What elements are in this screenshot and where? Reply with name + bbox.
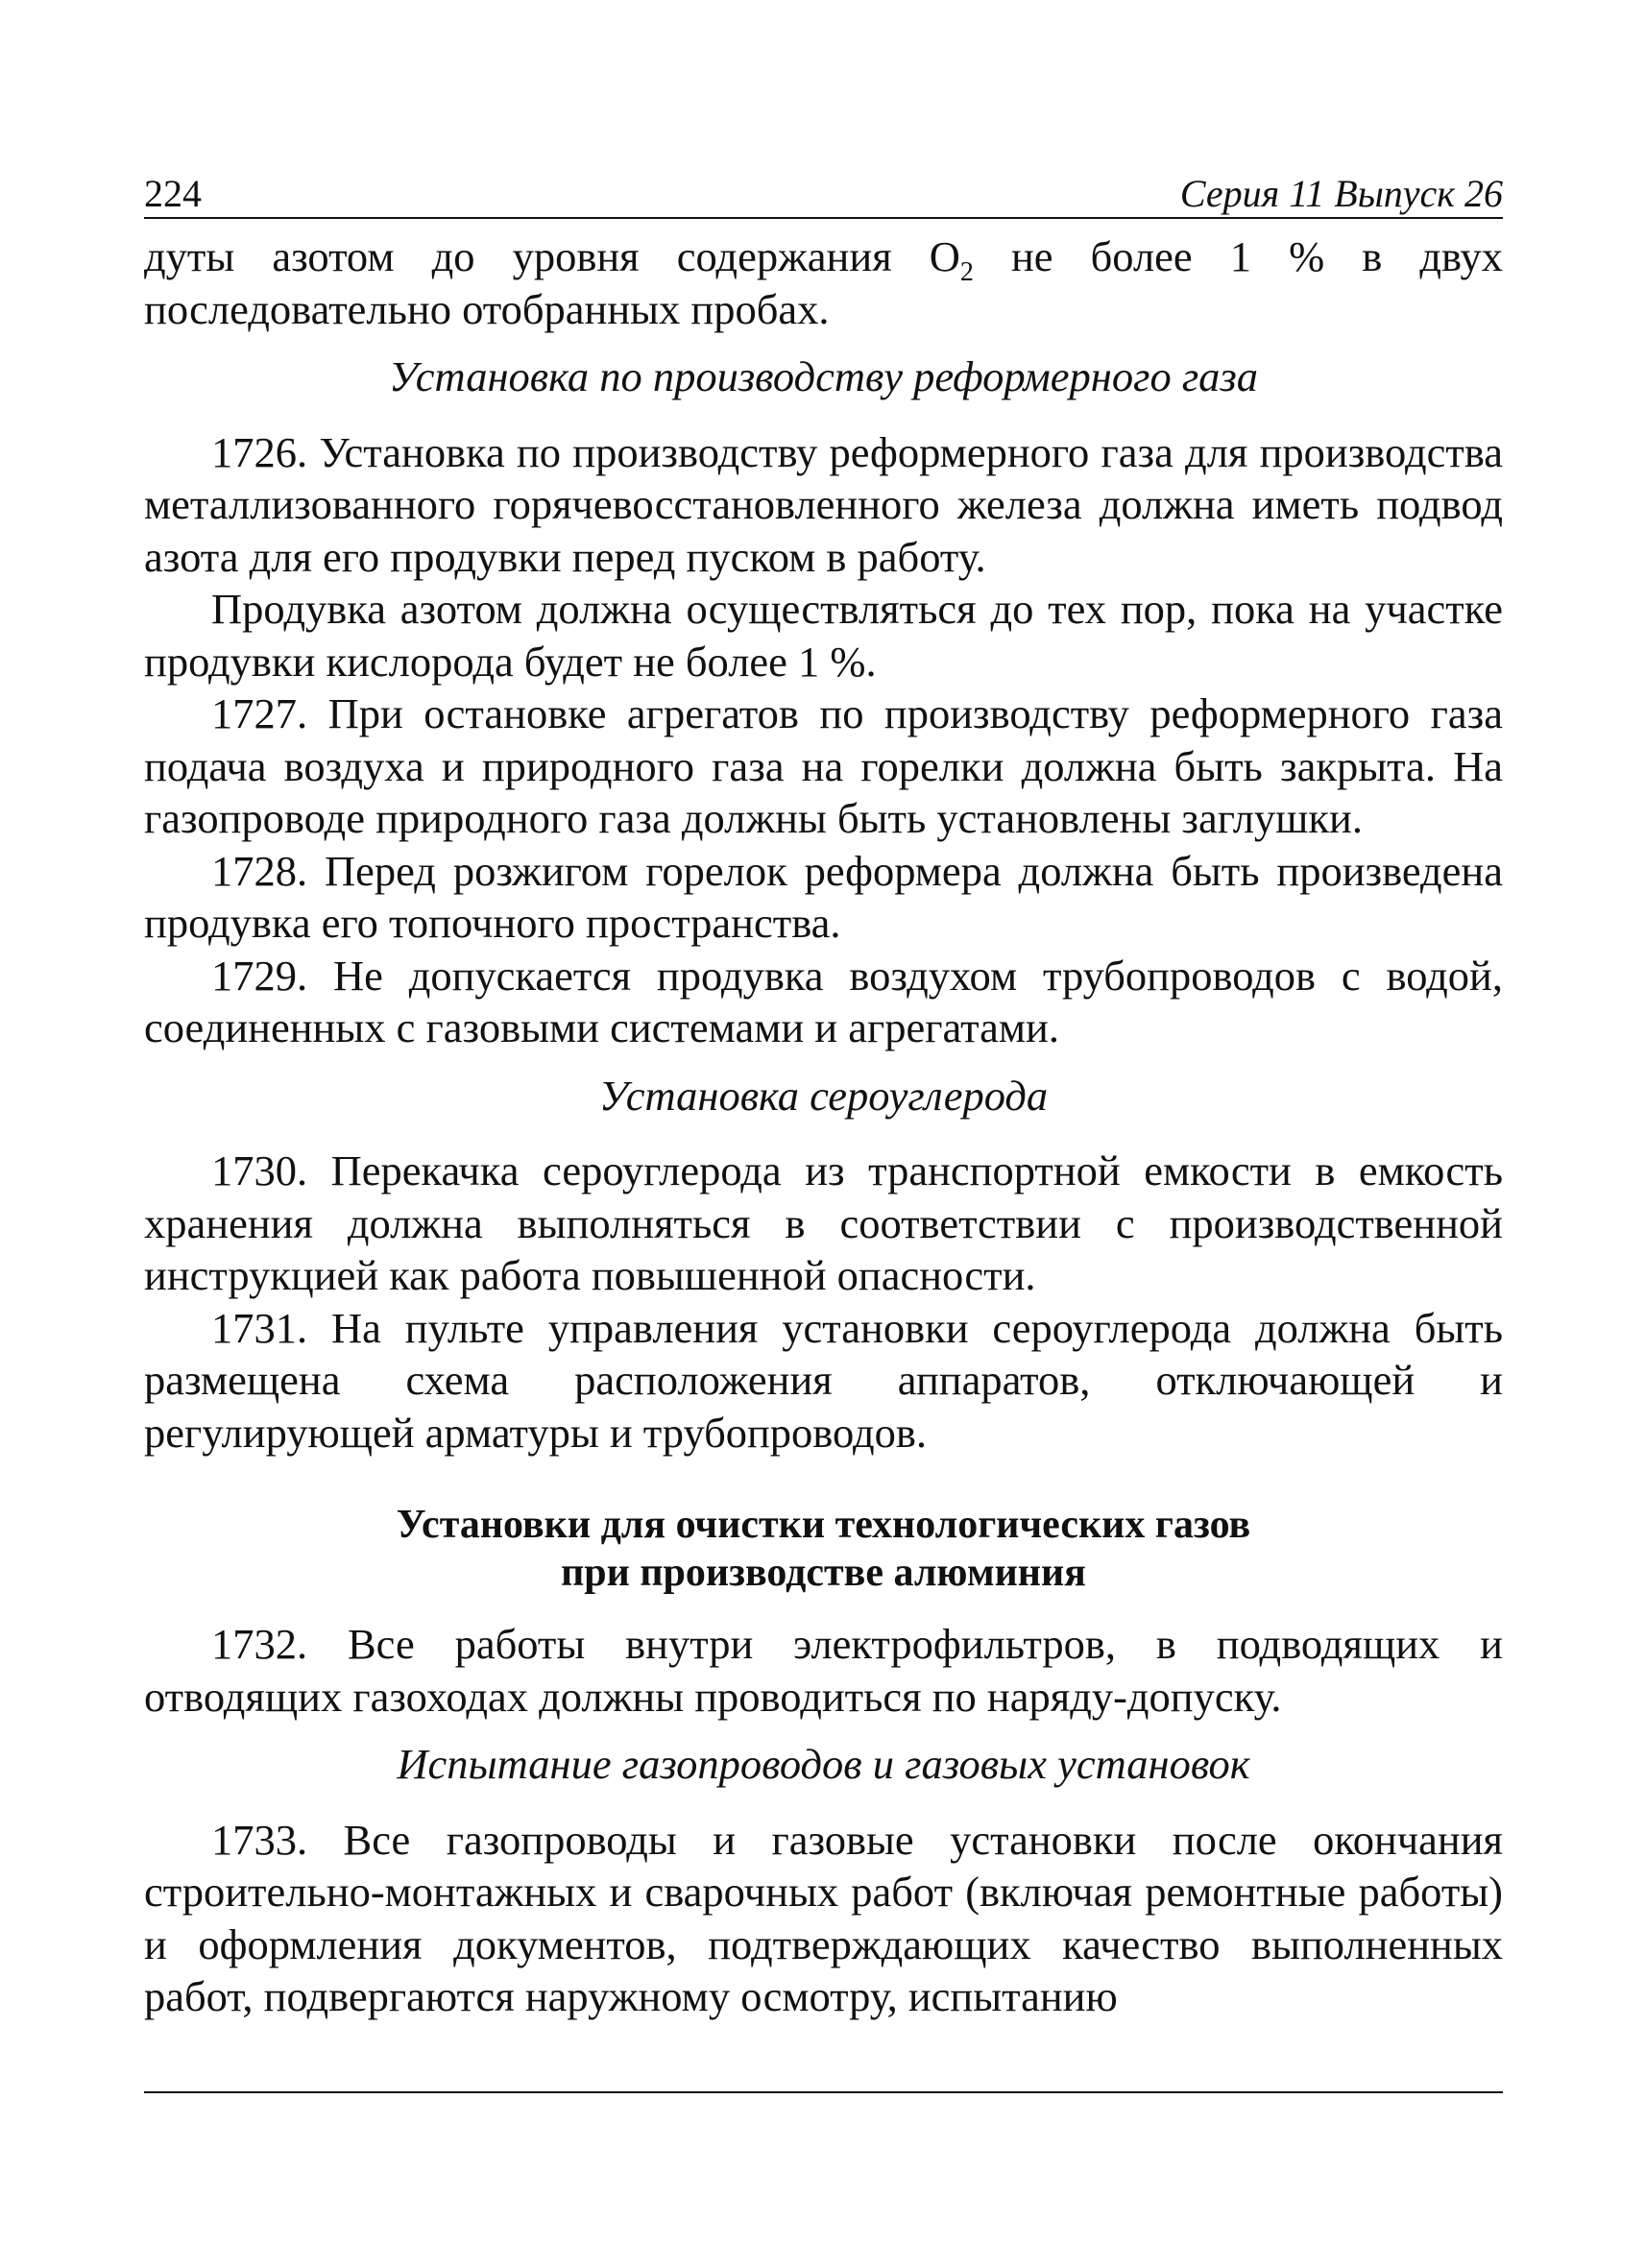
heading-line-1: Установки для очистки технологических газов xyxy=(396,1503,1251,1547)
section-heading-carbon-disulfide: Установка сероуглерода xyxy=(598,1071,1049,1120)
bottom-rule xyxy=(144,2091,1503,2093)
running-header xyxy=(144,154,1503,219)
paragraph-1726-b: Продувка азотом должна осуществляться до тех пор, пока на участке продувки кислорода будет не более 1 %. xyxy=(144,585,1503,686)
paragraph-1727: 1727. При остановке агрегатов по производству реформерного газа подача воздуха и природного газа на горелки должна быть закрыта. На газопроводе природного газа должны быть установлены заглушки. xyxy=(144,689,1503,842)
series-title: Серия 11 Выпуск 26 xyxy=(1179,172,1503,215)
subscript: 2 xyxy=(959,257,974,287)
page-number: 224 xyxy=(144,172,202,215)
paragraph-1730: 1730. Перекачка сероуглерода из транспортной емкости в емкость хранения должна выполняться в соответствии с производственной инструкцией как работа повышенной опасности. xyxy=(144,1146,1503,1299)
body-text xyxy=(144,230,1503,2023)
paragraph-1731: 1731. На пульте управления установки сероуглерода должна быть размещена схема расположения аппаратов, отключающей и регулирующей арматуры и трубопроводов. xyxy=(144,1303,1503,1457)
paragraph-continuation xyxy=(144,230,1503,335)
heading-line-2: при производстве алюминия xyxy=(561,1551,1086,1595)
paragraph-text: не более 1 % в двух последовательно отобранных пробах. xyxy=(144,232,1503,333)
section-heading-gas-cleaning xyxy=(144,1501,1503,1597)
paragraph-1729: 1729. Не допускается продувка воздухом трубопроводов с водой, соединенных с газовыми системами и агрегатами. xyxy=(144,951,1503,1051)
document-page xyxy=(144,154,1503,2023)
paragraph-1728: 1728. Перед розжигом горелок реформера должна быть произведена продувка его топочного пространства. xyxy=(144,846,1503,947)
section-heading-testing: Испытание газопроводов и газовых установок xyxy=(397,1740,1250,1788)
paragraph-text: дуты азотом до уровня содержания О xyxy=(144,232,960,280)
section-heading-reformer: Установка по производству реформерного газа xyxy=(388,352,1259,400)
paragraph-1732: 1732. Все работы внутри электрофильтров, в подводящих и отводящих газоходах должны проводиться по наряду-допуску. xyxy=(144,1620,1503,1721)
paragraph-1733: 1733. Все газопроводы и газовые установки после окончания строительно-монтажных и сварочных работ (включая ремонтные работы) и оформления документов, подтверждающих качество выполненных работ, подвергаются наружному осмотру, испытанию xyxy=(144,1815,1503,2020)
paragraph-1726: 1726. Установка по производству реформерного газа для производства металлизованного горячевосстановленного железа должна иметь подвод азота для его продувки перед пуском в работу. xyxy=(144,427,1503,581)
